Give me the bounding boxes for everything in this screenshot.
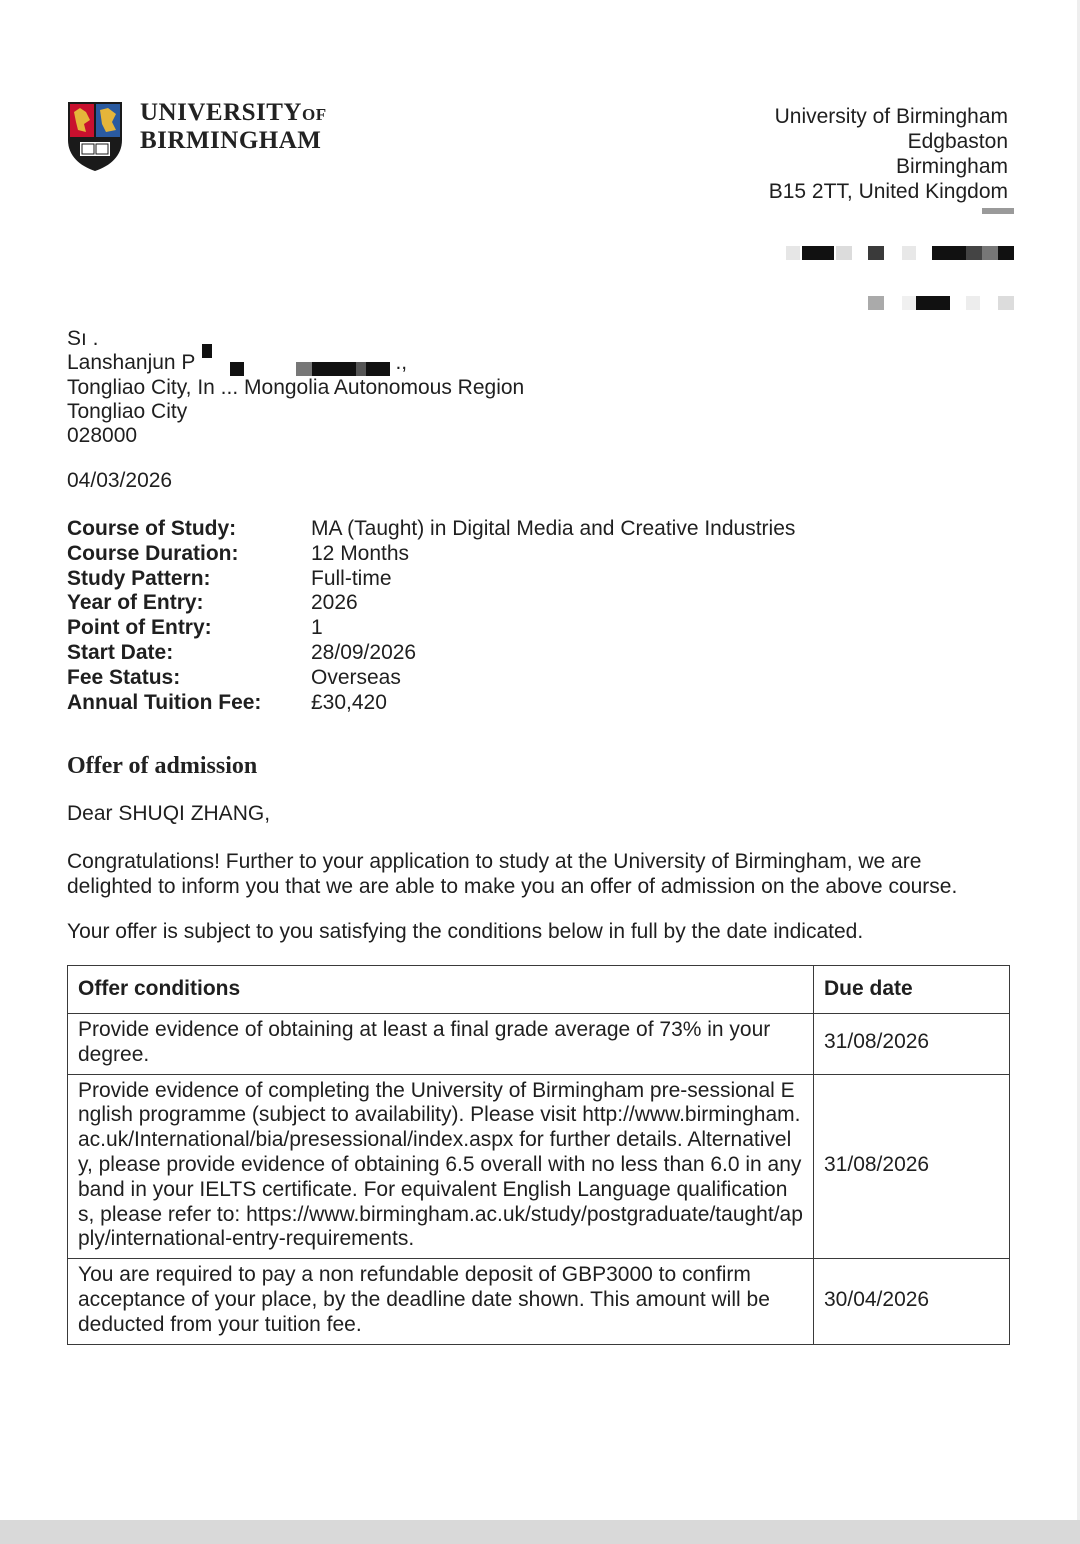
course-details-table [67, 517, 795, 715]
recipient-address [67, 327, 524, 448]
wordmark-of: OF [301, 105, 327, 124]
detail-row [67, 691, 795, 716]
detail-row [67, 517, 795, 542]
detail-value: Full-time [311, 566, 392, 590]
offer-conditions-table [67, 965, 1010, 1345]
due-date: 31/08/2026 [814, 1014, 1010, 1075]
sender-line: B15 2TT, United Kingdom [768, 180, 1008, 203]
header-due-date: Due date [814, 966, 1010, 1014]
letter-date: 04/03/2026 [67, 469, 173, 492]
detail-row [67, 641, 795, 666]
due-date: 31/08/2026 [814, 1074, 1010, 1259]
detail-value: 28/09/2026 [311, 640, 417, 664]
recipient-line [67, 351, 524, 375]
sender-line: Birmingham [895, 155, 1008, 178]
condition-text: Provide evidence of obtaining at least a final grade average of 73% in your degree. [68, 1014, 814, 1075]
table-row [68, 1014, 1010, 1075]
detail-label: Study Pattern: [67, 566, 211, 590]
recipient-line: 028000 [67, 424, 138, 448]
detail-label: Point of Entry: [67, 616, 212, 640]
detail-label: Course of Study: [67, 517, 237, 540]
detail-label: Start Date: [67, 640, 174, 664]
table-row [68, 1074, 1010, 1259]
recipient-line2-start: Lanshanjun P [67, 351, 196, 375]
header-offer-conditions: Offer conditions [68, 966, 814, 1014]
detail-label: Annual Tuition Fee: [67, 690, 262, 714]
table-row [68, 1259, 1010, 1344]
wordmark-line2: BIRMINGHAM [140, 127, 322, 154]
detail-row [67, 616, 795, 641]
recipient-line: Sı . [67, 327, 99, 350]
detail-value: Overseas [311, 665, 401, 689]
table-header-row [68, 966, 1010, 1014]
due-date: 30/04/2026 [814, 1259, 1010, 1344]
wordmark-line1: UNIVERSITY [140, 99, 302, 126]
detail-row [67, 591, 795, 616]
conditions-intro-paragraph: Your offer is subject to you satisfying the conditions below in full by the date indicated. [67, 920, 864, 943]
sender-line: University of Birmingham [774, 105, 1008, 128]
recipient-line: Tongliao City, In ... Mongolia Autonomous Region [67, 375, 525, 399]
sender-line: Edgbaston [907, 130, 1008, 153]
detail-value: £30,420 [311, 690, 387, 714]
detail-value: 1 [311, 616, 323, 640]
university-crest-icon [66, 100, 124, 172]
detail-value: MA (Taught) in Digital Media and Creative Industries [311, 517, 796, 540]
detail-label: Fee Status: [67, 665, 181, 689]
detail-label: Year of Entry: [67, 591, 204, 615]
recipient-line2-end: ., [395, 351, 408, 375]
congratulations-paragraph: Congratulations! Further to your application to study at the University of Birmingham, we are delighted to inform you that we are able to make you an offer of admission on the above course. [67, 850, 958, 898]
salutation: Dear SHUQI ZHANG, [67, 802, 271, 825]
recipient-line: Tongliao City [67, 399, 188, 423]
detail-row [67, 567, 795, 592]
page-bottom-strip [0, 1520, 1080, 1544]
detail-row [67, 542, 795, 567]
condition-text: You are required to pay a non refundable deposit of GBP3000 to confirm acceptance of your place, by the deadline date shown. This amount will be deducted from your tuition fee. [68, 1259, 814, 1344]
detail-label: Course Duration: [67, 541, 239, 565]
condition-text: Provide evidence of completing the University of Birmingham pre-sessional English programme (subject to availability). Please visit http://www.birmingham.ac.uk/International/bia/presessional/index.aspx for further details. Alternatively, please provide evidence of obtaining 6.5 overall with no less than 6.0 in any band in your IELTS certificate. For equivalent English Language qualifications, please refer to: https://www.birmingham.ac.uk/study/postgraduate/taught/apply/international-entry-requirements. [68, 1074, 814, 1259]
university-wordmark [140, 100, 327, 154]
sender-address [769, 104, 1008, 204]
detail-value: 12 Months [311, 541, 410, 565]
offer-heading: Offer of admission [67, 753, 258, 779]
detail-value: 2026 [311, 591, 358, 615]
detail-row [67, 666, 795, 691]
